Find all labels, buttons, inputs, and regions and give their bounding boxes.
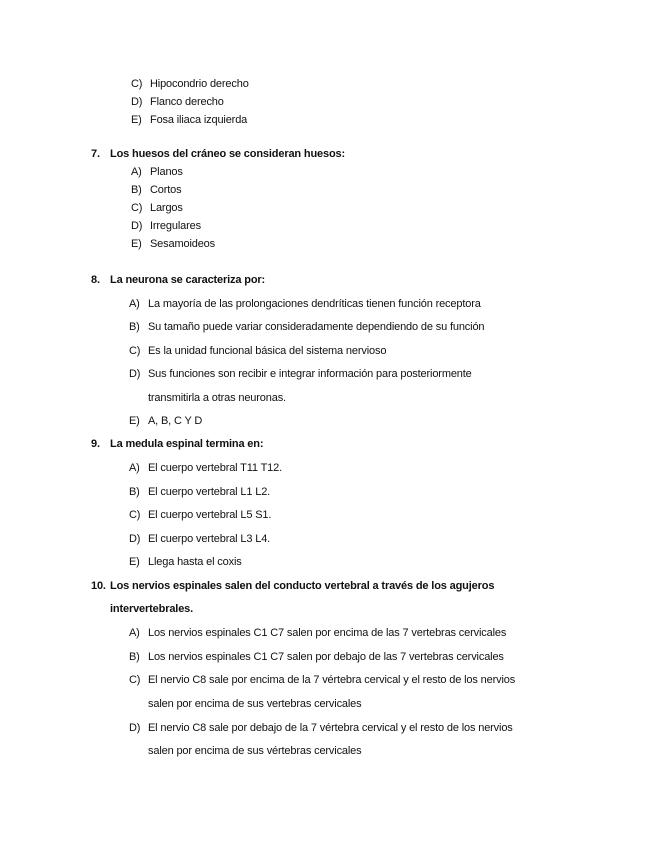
option-text: El cuerpo vertebral T11 T12. xyxy=(148,462,282,474)
question-8 xyxy=(91,273,265,287)
question-10-continued xyxy=(110,602,193,616)
option-text: Planos xyxy=(150,166,183,178)
q10-option-d-continued xyxy=(148,744,362,758)
option-text: El nervio C8 sale por debajo de la 7 vértebra cervical y el resto de los nervios xyxy=(148,722,513,734)
option-text: salen por encima de sus vértebras cervicales xyxy=(148,745,362,757)
option-text: Los nervios espinales C1 C7 salen por debajo de las 7 vertebras cervicales xyxy=(148,651,504,663)
question-9 xyxy=(91,437,263,451)
question-number: 10. xyxy=(91,580,106,592)
question-10 xyxy=(91,579,494,593)
question-7 xyxy=(91,147,345,161)
q10-option-c xyxy=(129,673,515,687)
q10-option-c-continued xyxy=(148,697,362,711)
option-text: Es la unidad funcional básica del sistema nervioso xyxy=(148,345,387,357)
q8-option-e xyxy=(129,414,202,428)
q10-option-b xyxy=(129,650,504,664)
option-letter: A) xyxy=(129,462,140,474)
option-text: La mayoría de las prolongaciones dendríticas tienen función receptora xyxy=(148,298,481,310)
option-text: El nervio C8 sale por encima de la 7 vértebra cervical y el resto de los nervios xyxy=(148,674,516,686)
q9-option-a xyxy=(129,461,282,475)
q10-option-a xyxy=(129,626,506,640)
option-letter: B) xyxy=(129,486,140,498)
option-letter: E) xyxy=(129,415,140,427)
question-number: 7. xyxy=(91,148,100,160)
option-c-prev xyxy=(131,77,249,91)
option-e-prev xyxy=(131,113,247,127)
option-letter: D) xyxy=(129,722,141,734)
option-letter: E) xyxy=(131,238,142,250)
q8-option-c xyxy=(129,344,386,358)
q9-option-e xyxy=(129,555,242,569)
option-text: Sesamoideos xyxy=(150,238,215,250)
option-text: A, B, C Y D xyxy=(148,415,203,427)
option-letter: A) xyxy=(131,166,142,178)
q8-option-b xyxy=(129,320,484,334)
option-letter: C) xyxy=(129,674,141,686)
option-text: El cuerpo vertebral L3 L4. xyxy=(148,533,271,545)
option-letter: E) xyxy=(131,114,142,126)
option-letter: D) xyxy=(131,96,143,108)
option-letter: A) xyxy=(129,298,140,310)
question-text: Los huesos del cráneo se consideran huesos: xyxy=(110,148,346,160)
option-text: Llega hasta el coxis xyxy=(148,556,242,568)
option-text: Cortos xyxy=(150,184,182,196)
option-text: Flanco derecho xyxy=(150,96,224,108)
option-letter: E) xyxy=(129,556,140,568)
option-letter: C) xyxy=(129,345,141,357)
option-text: transmitirla a otras neuronas. xyxy=(148,392,286,404)
q7-option-d xyxy=(131,219,201,233)
question-text: Los nervios espinales salen del conducto vertebral a través de los agujeros xyxy=(110,580,495,592)
option-letter: C) xyxy=(131,78,143,90)
option-d-prev xyxy=(131,95,224,109)
option-letter: C) xyxy=(129,509,141,521)
option-text: salen por encima de sus vertebras cervicales xyxy=(148,698,362,710)
q9-option-d xyxy=(129,532,270,546)
option-letter: D) xyxy=(129,533,141,545)
q10-option-d xyxy=(129,721,513,735)
question-number: 9. xyxy=(91,438,100,450)
option-letter: C) xyxy=(131,202,143,214)
option-text: Irregulares xyxy=(150,220,201,232)
q7-option-e xyxy=(131,237,215,251)
option-text: Largos xyxy=(150,202,183,214)
question-text: intervertebrales. xyxy=(110,603,194,615)
q9-option-b xyxy=(129,485,270,499)
option-text: Sus funciones son recibir e integrar información para posteriormente xyxy=(148,368,472,380)
option-letter: D) xyxy=(131,220,143,232)
option-letter: B) xyxy=(131,184,142,196)
option-text: Los nervios espinales C1 C7 salen por encima de las 7 vertebras cervicales xyxy=(148,627,507,639)
option-letter: D) xyxy=(129,368,141,380)
question-text: La medula espinal termina en: xyxy=(110,438,264,450)
q7-option-a xyxy=(131,165,183,179)
q8-option-a xyxy=(129,297,481,311)
option-text: Hipocondrio derecho xyxy=(150,78,249,90)
option-letter: A) xyxy=(129,627,140,639)
q7-option-c xyxy=(131,201,183,215)
option-text: El cuerpo vertebral L1 L2. xyxy=(148,486,271,498)
question-text: La neurona se caracteriza por: xyxy=(110,274,266,286)
option-letter: B) xyxy=(129,651,140,663)
q8-option-d xyxy=(129,367,472,381)
option-letter: B) xyxy=(129,321,140,333)
option-text: El cuerpo vertebral L5 S1. xyxy=(148,509,272,521)
option-text: Su tamaño puede variar consideradamente dependiendo de su función xyxy=(148,321,485,333)
q8-option-d-continued xyxy=(148,391,286,405)
q7-option-b xyxy=(131,183,182,197)
question-number: 8. xyxy=(91,274,100,286)
option-text: Fosa iliaca izquierda xyxy=(150,114,248,126)
q9-option-c xyxy=(129,508,271,522)
